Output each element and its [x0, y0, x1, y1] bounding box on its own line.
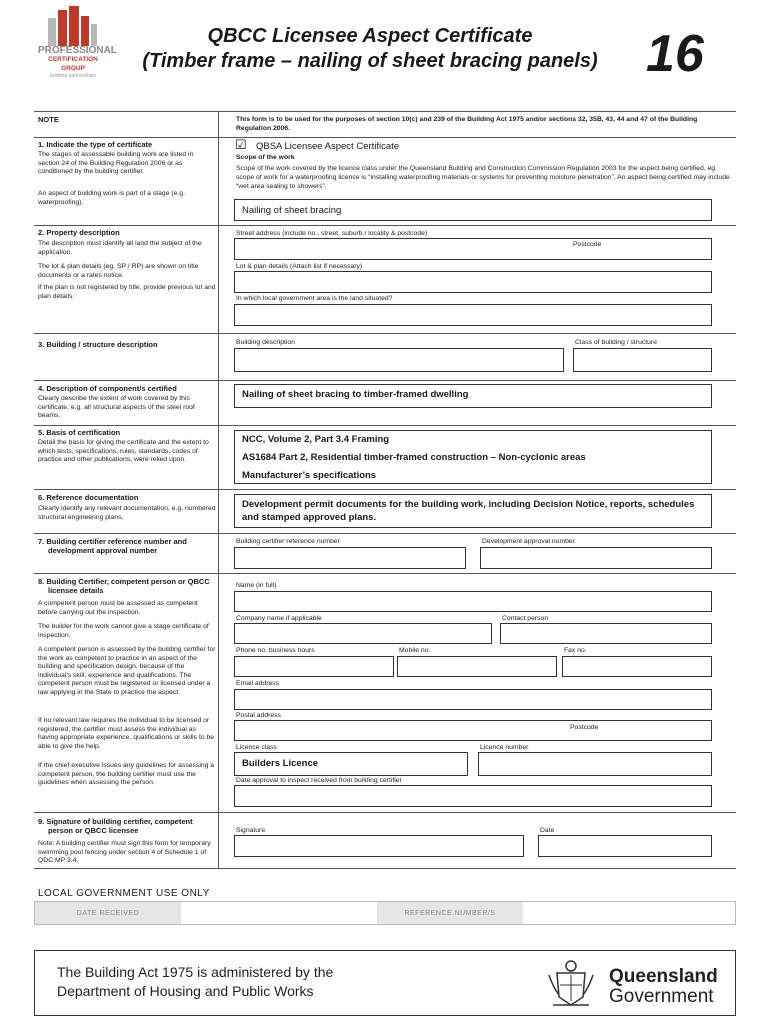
section-1-text: An aspect of building work is part of a stage (e.g. waterproofing).: [38, 190, 185, 206]
dev-approval-input[interactable]: [480, 547, 712, 569]
lga-input[interactable]: [234, 304, 712, 326]
mobile-input[interactable]: [397, 656, 557, 677]
licence-class-value: Builders Licence: [242, 758, 319, 769]
basis-value-1: NCC, Volume 2, Part 3.4 Framing: [242, 434, 390, 445]
street-address-label: Street address (include no., street, suburb / locality & postcode): [236, 230, 428, 237]
section-8-text: A competent person must be assessed as competent before carrying out the inspection.: [38, 600, 198, 616]
divider: [34, 533, 736, 534]
section-1-heading: 1. Indicate the type of certificate: [38, 140, 153, 149]
section-6-heading: 6. Reference documentation: [38, 493, 139, 502]
basis-value-3: Manufacturer’s specifications: [242, 470, 377, 481]
logo-text: PROFESSIONAL CERTIFICATION GROUP: [38, 45, 117, 72]
phone-input[interactable]: [234, 656, 394, 677]
local-gov-bar: [34, 901, 736, 925]
licence-number-input[interactable]: [478, 752, 712, 776]
licence-class-label: Licence class: [236, 744, 277, 751]
footer-text: The Building Act 1975 is administered by the Department of Housing and Public Works: [57, 964, 334, 999]
phone-label: Phone no. business hours: [236, 647, 315, 654]
section-4-text: Clearly describe the extent of work covered by this certificate, e.g. all structural aspects of the steel roof beams.: [38, 395, 195, 420]
section-4-heading: 4. Description of component/s certified: [38, 384, 177, 393]
certifier-ref-label: Building certifier reference number: [236, 538, 340, 545]
date-label: Date: [540, 827, 555, 834]
divider: [34, 425, 736, 426]
section-2-text: If the plan is not registered by title, provide previous lot and plan details.: [38, 284, 216, 300]
divider: [34, 380, 736, 381]
section-6-text: Clearly identify any relevant documentation, e.g. numbered structural engineering plans.: [38, 505, 216, 521]
fax-input[interactable]: [562, 656, 712, 677]
section-3-heading: 3. Building / structure description: [38, 340, 158, 349]
contact-input[interactable]: [500, 623, 712, 644]
company-label: Company name if applicable: [236, 615, 322, 622]
building-class-input[interactable]: [573, 348, 712, 372]
signature-input[interactable]: [234, 835, 524, 857]
building-description-label: Building description: [236, 339, 295, 346]
queensland-government-logo: Queensland Government: [609, 966, 718, 1007]
divider: [34, 137, 736, 138]
lot-plan-input[interactable]: [234, 271, 712, 293]
scope-heading: Scope of the work: [236, 154, 295, 161]
date-approval-input[interactable]: [234, 785, 712, 807]
section-8-text: A competent person is assessed by the building certifier for the work as competent to practice in an aspect of the building and specification design, because of the individual’s skill, experience and qualifications. The competent person must be registered or licensed under a law applying in the State to practice the aspect.: [38, 646, 216, 696]
company-input[interactable]: [234, 623, 492, 644]
divider: [34, 111, 736, 112]
logo-graphic: [44, 6, 100, 46]
reference-docs-value-line1: Development permit documents for the building work, including Decision Notice, reports, schedules: [242, 499, 695, 510]
date-received-label: DATE RECEIVED: [35, 902, 181, 924]
dev-approval-label: Development approval number: [482, 538, 575, 545]
form-number: 16: [646, 25, 704, 83]
lot-plan-label: Lot & plan details (Attach list if necessary): [236, 263, 363, 270]
section-9-text: Note: A building certifier must sign this form for temporary swimming pool fencing under section 4 of Schedule 1 of QDC MP 3.4.: [38, 840, 211, 865]
building-description-input[interactable]: [234, 348, 564, 372]
date-approval-label: Date approval to inspect received from building certifier: [236, 777, 402, 784]
scope-text: Scope of the work covered by the licence class under the Queensland Building and Construction Commission Regulation 2003 for the aspect being certified, eg scope of work for a waterproofing licence is “installing waterproofing materials or systems for preventing moisture penetration”. An aspect being certified may include “wet area sealing to showers”.: [236, 165, 730, 190]
certifier-ref-input[interactable]: [234, 547, 466, 569]
fax-label: Fax no.: [564, 647, 587, 654]
divider: [34, 333, 736, 334]
postal-postcode-label: Postcode: [570, 724, 599, 731]
scope-value: Nailing of sheet bracing: [242, 205, 342, 216]
email-input[interactable]: [234, 689, 712, 710]
contact-label: Contact person: [502, 615, 549, 622]
postal-label: Postal address: [236, 712, 281, 719]
date-input[interactable]: [538, 835, 712, 857]
logo-tagline: building partnerships: [49, 73, 97, 79]
section-2-text: The description must identify all land the subject of the application.: [38, 240, 202, 256]
section-2-text: The lot & plan details (eg. SP / RP) are shown on title documents or a rates notice.: [38, 263, 199, 279]
postcode-label: Postcode: [573, 241, 602, 248]
divider: [34, 489, 736, 490]
section-2-heading: 2. Property description: [38, 228, 120, 237]
section-8-text: If no relevant law requires the individual to be licensed or registered, the certifier must assess the individual as having appropriate experience, qualifications or skills to be able to give the help.: [38, 717, 215, 750]
divider: [34, 812, 736, 813]
basis-value-2: AS1684 Part 2, Residential timber-framed construction – Non-cyclonic areas: [242, 452, 586, 463]
divider: [34, 573, 736, 574]
note-text: This form is to be used for the purposes of section 10(c) and 239 of the Building Act 1975 and/or sections 32, 35B, 43, 44 and 47 of the Building Regulation 2006.: [236, 116, 698, 132]
licence-number-label: Licence number: [480, 744, 529, 751]
checkbox-checked[interactable]: ☑: [235, 137, 247, 152]
section-8-text: The builder for the work cannot give a stage certificate of inspection.: [38, 623, 209, 639]
section-8-text: If the chief executive issues any guidelines for assessing a competent person, the building certifier must use the guidelines when assessing the person.: [38, 762, 215, 787]
note-label: NOTE: [38, 115, 59, 124]
certificate-type-label: QBSA Licensee Aspect Certificate: [256, 141, 400, 152]
page-title: QBCC Licensee Aspect Certificate (Timber frame – nailing of sheet bracing panels): [142, 25, 598, 72]
name-label: Name (in full): [236, 582, 277, 589]
local-gov-title: LOCAL GOVERNMENT USE ONLY: [38, 888, 210, 899]
street-address-input[interactable]: [234, 238, 712, 260]
divider: [34, 868, 736, 869]
queensland-crest-icon: [545, 957, 597, 1009]
section-8-heading: 8. Building Certifier, competent person or QBCC licensee details: [38, 577, 210, 595]
components-value: Nailing of sheet bracing to timber-framed dwelling: [242, 389, 469, 400]
signature-label: Signature: [236, 827, 266, 834]
footer: [34, 950, 736, 1016]
email-label: Email address: [236, 680, 280, 687]
section-7-heading: 7. Building certifier reference number and development approval number: [38, 537, 187, 555]
reference-numbers-input[interactable]: [523, 902, 735, 924]
name-input[interactable]: [234, 591, 712, 612]
building-class-label: Class of building / structure: [575, 339, 657, 346]
mobile-label: Mobile no.: [399, 647, 431, 654]
section-5-text: Detail the basis for giving the certificate and the extent to which tests, specifications, rules, standards, codes of practice and other publications, were relied upon.: [38, 439, 209, 464]
divider: [34, 225, 736, 226]
reference-docs-value-line2: and stamped approved plans.: [242, 512, 377, 523]
section-5-heading: 5. Basis of certification: [38, 428, 121, 437]
section-9-heading: 9. Signature of building certifier, competent person or QBCC licensee: [38, 817, 193, 835]
reference-numbers-label: REFERENCE NUMBER/S: [377, 902, 523, 924]
postal-input[interactable]: [234, 720, 712, 741]
column-divider: [218, 111, 219, 868]
date-received-input[interactable]: [181, 902, 377, 924]
section-1-text: The stages of assessable building work are listed in section 24 of the Building Regulation 2006 or as conditioned by the building certifier.: [38, 151, 194, 176]
lga-label: In which local government area is the land situated?: [236, 295, 393, 302]
